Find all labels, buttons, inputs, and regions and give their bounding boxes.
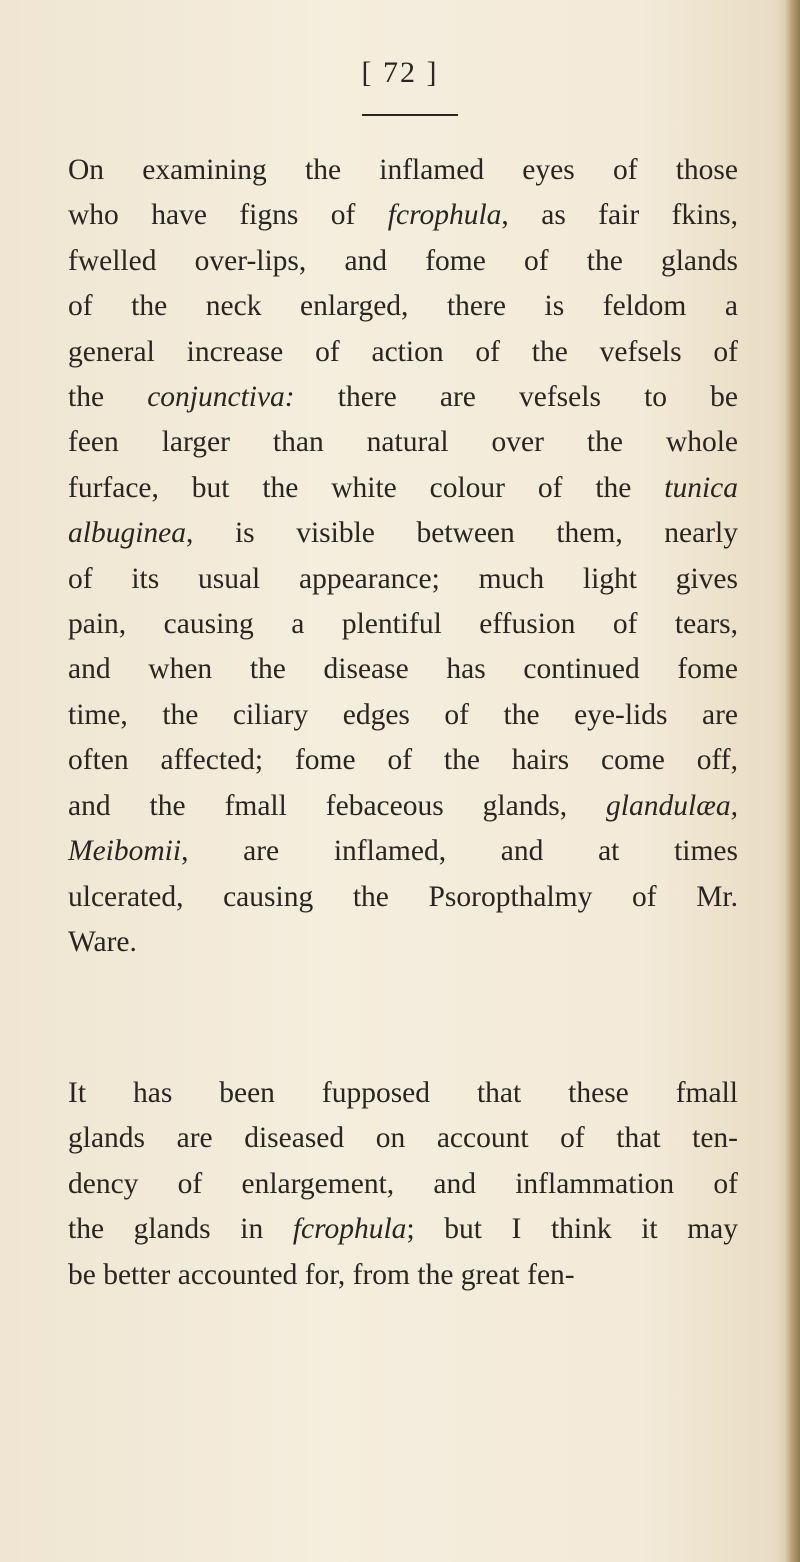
italic-text: tunica <box>664 471 738 504</box>
page-number: [ 72 ] <box>361 56 439 89</box>
paragraph-2 <box>68 1071 738 1298</box>
header-rule <box>362 114 458 116</box>
line-text: and the fmall febaceous glands, <box>68 789 607 822</box>
line-text: It has been fupposed that these fmall <box>68 1077 738 1109</box>
italic-text: Meibomii <box>68 835 182 868</box>
line-text: ulcerated, causing the Psoropthalmy of Mr. <box>68 880 738 913</box>
line-text: ; but I think it may <box>406 1213 738 1246</box>
line-text: often affected; fome of the hairs come off, <box>68 744 738 777</box>
line-text: the glands in <box>68 1213 293 1246</box>
text-line <box>68 1071 738 1116</box>
text-line <box>68 1116 738 1161</box>
text-line <box>68 1162 738 1207</box>
text-line <box>68 511 738 556</box>
line-text: Ware. <box>68 925 137 958</box>
line-text: pain, causing a plentiful effusion of tears, <box>68 608 738 641</box>
line-text: glands are diseased on account of that ten- <box>68 1122 738 1155</box>
text-line <box>68 1207 738 1252</box>
line-text: of its usual appearance; much light gives <box>68 562 738 595</box>
line-text: general increase of action of the vefsels of <box>68 335 738 368</box>
text-line <box>68 193 738 238</box>
italic-text: albuginea <box>68 517 186 550</box>
italic-text: fcrophula <box>387 199 502 232</box>
text-line <box>68 602 738 647</box>
text-line <box>68 375 738 420</box>
text-line <box>68 284 738 329</box>
line-text: , as fair fkins, <box>501 199 738 232</box>
line-text: there are vefsels to be <box>294 381 738 414</box>
line-text: furface, but the white colour of the <box>68 471 665 504</box>
paragraph-1 <box>68 148 738 965</box>
page-edge <box>786 0 800 1562</box>
line-text: time, the ciliary edges of the eye-lids are <box>68 698 738 731</box>
text-line <box>68 239 738 284</box>
line-text: On examining the inflamed eyes of those <box>68 154 738 186</box>
text-line <box>68 784 738 829</box>
line-text: , are inflamed, and at times <box>181 835 738 868</box>
line-text: the <box>68 381 148 414</box>
italic-text: glandulæa, <box>606 789 738 822</box>
italic-text: fcrophula <box>292 1213 407 1246</box>
text-line <box>68 420 738 465</box>
text-line <box>68 466 738 511</box>
line-text: feen larger than natural over the whole <box>68 426 738 459</box>
text-line <box>68 875 738 920</box>
text-line <box>68 330 738 375</box>
line-text: who have figns of <box>68 199 388 232</box>
line-text: be better accounted for, from the great fen- <box>68 1258 575 1291</box>
text-line <box>68 148 738 193</box>
line-text: of the neck enlarged, there is feldom a <box>68 290 738 323</box>
text-line <box>68 647 738 692</box>
text-line <box>68 1253 738 1298</box>
text-line <box>68 693 738 738</box>
text-line <box>68 829 738 874</box>
italic-text: conjunctiva: <box>147 381 295 414</box>
text-line <box>68 557 738 602</box>
text-line <box>68 738 738 783</box>
line-text: fwelled over-lips, and fome of the glands <box>68 244 738 277</box>
line-text: , is visible between them, nearly <box>186 517 738 550</box>
line-text: and when the disease has continued fome <box>68 653 738 686</box>
text-line <box>68 920 738 965</box>
line-text: dency of enlargement, and inflammation of <box>68 1167 738 1200</box>
